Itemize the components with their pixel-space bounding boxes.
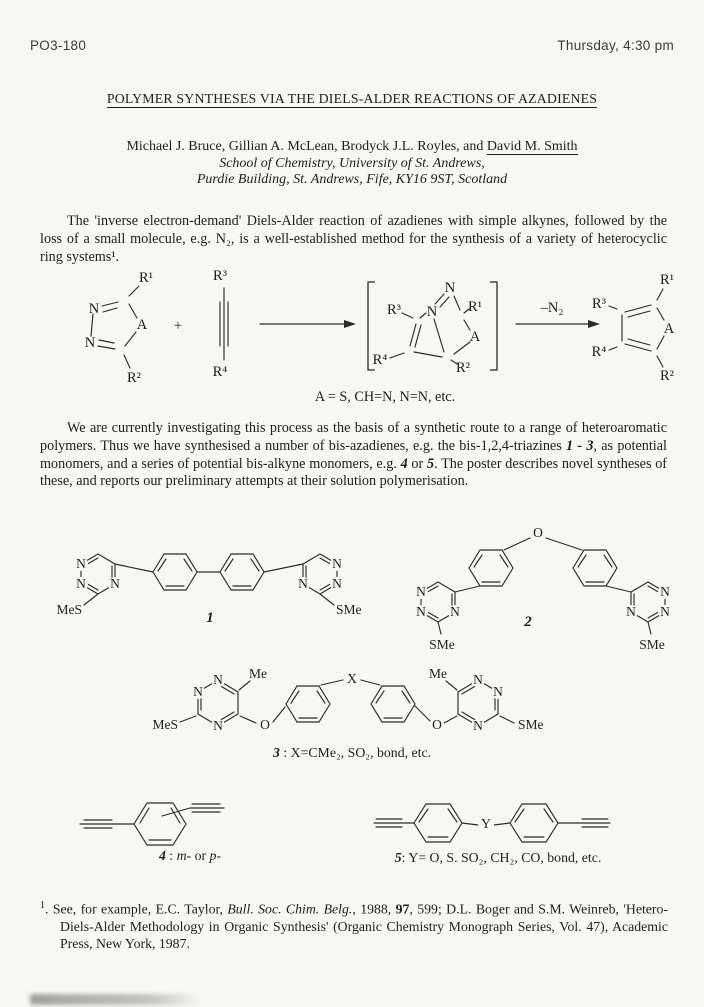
group-label-sme: SMe xyxy=(639,637,665,652)
atom-label-a: A xyxy=(663,321,675,337)
affiliation-line-2: Purdie Building, St. Andrews, Fife, KY16 9ST, Scotland xyxy=(196,172,508,187)
atom-label-a: A xyxy=(469,329,481,345)
group-label-mes: MeS xyxy=(56,602,82,617)
reaction-scheme-figure xyxy=(28,262,688,384)
substituent-r2: R² xyxy=(455,360,471,376)
structure-2-number: 2 xyxy=(524,614,532,630)
journal-name: Bull. Soc. Chim. Belg. xyxy=(227,901,353,917)
author-block xyxy=(0,139,704,189)
atom-label-n: N xyxy=(332,556,342,571)
atom-label-n: N xyxy=(193,684,203,699)
group-label-sme: SMe xyxy=(429,637,455,652)
footnote-reference: $^1$. See, for example, E.C. Taylor, Bull. Soc. Chim. Belg., 1988, 97, 599; D.L. Boger and S.M. Weinreb, 'Hetero-Diels-Alder Methodology in Organic Synthesis' (Organic Chemistry Monograph Series, Vol. 47), Academic Press, New York, 1987. xyxy=(40,900,669,952)
atom-label-n: N xyxy=(76,556,86,571)
bonds xyxy=(180,680,514,726)
atom-labels xyxy=(152,666,543,733)
compound-ref-5: 5 xyxy=(427,455,435,472)
compound-ref-4: 4 xyxy=(400,455,408,472)
atom-label-n: N xyxy=(426,304,438,320)
bonds xyxy=(80,803,224,845)
atom-label-n: N xyxy=(473,718,483,733)
underlined-author: David M. Smith xyxy=(486,139,578,154)
alkyne xyxy=(213,268,228,380)
structure-3-figure xyxy=(100,652,600,752)
atom-label-n: N xyxy=(213,672,223,687)
journal-volume: 97 xyxy=(395,901,410,917)
page-title: POLYMER SYNTHESES VIA THE DIELS-ALDER REACTIONS OF AZADIENES xyxy=(106,91,598,106)
atom-label-n: N xyxy=(444,280,456,296)
structure-5-caption: 5: Y= O, S. SO₂, CH₂, CO, bond, etc. xyxy=(394,850,602,865)
atom-labels xyxy=(56,556,361,617)
atom-label-x: X xyxy=(347,671,357,686)
bonds xyxy=(421,538,665,634)
plus-sign: + xyxy=(173,318,183,334)
atom-labels xyxy=(414,525,672,652)
compound-ref-1-3: 1 - 3 xyxy=(566,437,594,454)
structure-1-figure xyxy=(50,538,380,626)
atom-label-n: N xyxy=(332,576,342,591)
substituent-r1: R¹ xyxy=(467,299,483,315)
structure-4-caption: 4 : m- or p- xyxy=(158,848,222,863)
minus-n2-label: –N₂ xyxy=(540,300,564,316)
azadiene-ring xyxy=(85,270,153,384)
substituent-r2: R² xyxy=(126,370,142,384)
product-ring xyxy=(592,272,675,384)
paragraph-intro: The 'inverse electron-demand' Diels-Alder reaction of azadienes with simple alkynes, followed by the loss of a small molecule, e.g. N₂, is a well-established method for the synthesis of a variety of heterocyclic ring systems¹. xyxy=(40,213,667,265)
atom-label-n: N xyxy=(88,301,100,317)
group-label-sme: SMe xyxy=(518,717,544,732)
bicyclic-intermediate xyxy=(368,280,497,376)
substituent-r2: R² xyxy=(659,368,675,384)
paragraph-current-work: We are currently investigating this process as the basis of a synthetic route to a range of heteroaromatic polymers. Thus we have synthesised a number of bis-azadienes, e.g. the bis-1,2,4-triazines 1 - 3, as potential monomers, and a series of potential bis-alkyne monomers, e.g. 4 or 5. The poster describes novel syntheses of these, and reports our preliminary attempts at their solution polymerisation. xyxy=(40,420,668,490)
substituent-r3: R³ xyxy=(591,296,607,312)
scan-artifact xyxy=(30,994,202,1005)
substituent-r4: R⁴ xyxy=(591,344,607,360)
author-names: Michael J. Bruce, Gillian A. McLean, Brodyck J.L. Royles, and David M. Smith xyxy=(126,139,578,154)
atom-label-n: N xyxy=(416,584,426,599)
footnote-marker: 1 xyxy=(40,900,45,911)
group-label-me: Me xyxy=(429,666,447,681)
atom-labels xyxy=(478,816,494,832)
group-label-sme: SMe xyxy=(336,602,362,617)
substituent-r1: R¹ xyxy=(659,272,675,288)
group-label-mes: MeS xyxy=(152,717,178,732)
scheme-caption: A = S, CH=N, N=N, etc. xyxy=(314,389,456,405)
atom-label-o: O xyxy=(432,717,442,732)
reaction-arrow-2 xyxy=(516,300,600,328)
atom-label-n: N xyxy=(493,684,503,699)
atom-label-n: N xyxy=(626,604,636,619)
structure-4-figure xyxy=(78,788,318,854)
structure-3-caption: 3 : X=CMe₂, SO₂, bond, etc. xyxy=(272,745,432,760)
substituent-r4: R⁴ xyxy=(212,364,228,380)
group-label-me: Me xyxy=(249,666,267,681)
substituent-r3: R³ xyxy=(212,268,228,284)
atom-label-n: N xyxy=(660,604,670,619)
atom-label-n: N xyxy=(76,576,86,591)
structure-2-figure xyxy=(388,506,698,656)
session-time: Thursday, 4:30 pm xyxy=(557,38,674,53)
reaction-arrow-1 xyxy=(260,320,356,328)
atom-label-n: N xyxy=(110,576,120,591)
affiliation-line-1: School of Chemistry, University of St. Andrews, xyxy=(219,155,485,171)
substituent-r3: R³ xyxy=(386,302,402,318)
atom-label-o: O xyxy=(260,717,270,732)
atom-label-n: N xyxy=(213,718,223,733)
atom-label-n: N xyxy=(473,672,483,687)
substituent-r4: R⁴ xyxy=(372,352,388,368)
atom-label-n: N xyxy=(298,576,308,591)
atom-label-a: A xyxy=(136,317,148,333)
atom-label-n: N xyxy=(450,604,460,619)
atom-label-n: N xyxy=(416,604,426,619)
atom-label-n: N xyxy=(660,584,670,599)
atom-label-y: Y xyxy=(481,816,491,831)
substituent-r1: R¹ xyxy=(138,270,154,286)
structure-5-figure xyxy=(372,792,612,854)
atom-label-n: N xyxy=(84,335,96,351)
poster-code: PO3-180 xyxy=(30,38,87,53)
structure-1-number: 1 xyxy=(206,610,214,626)
atom-label-o: O xyxy=(533,525,543,540)
